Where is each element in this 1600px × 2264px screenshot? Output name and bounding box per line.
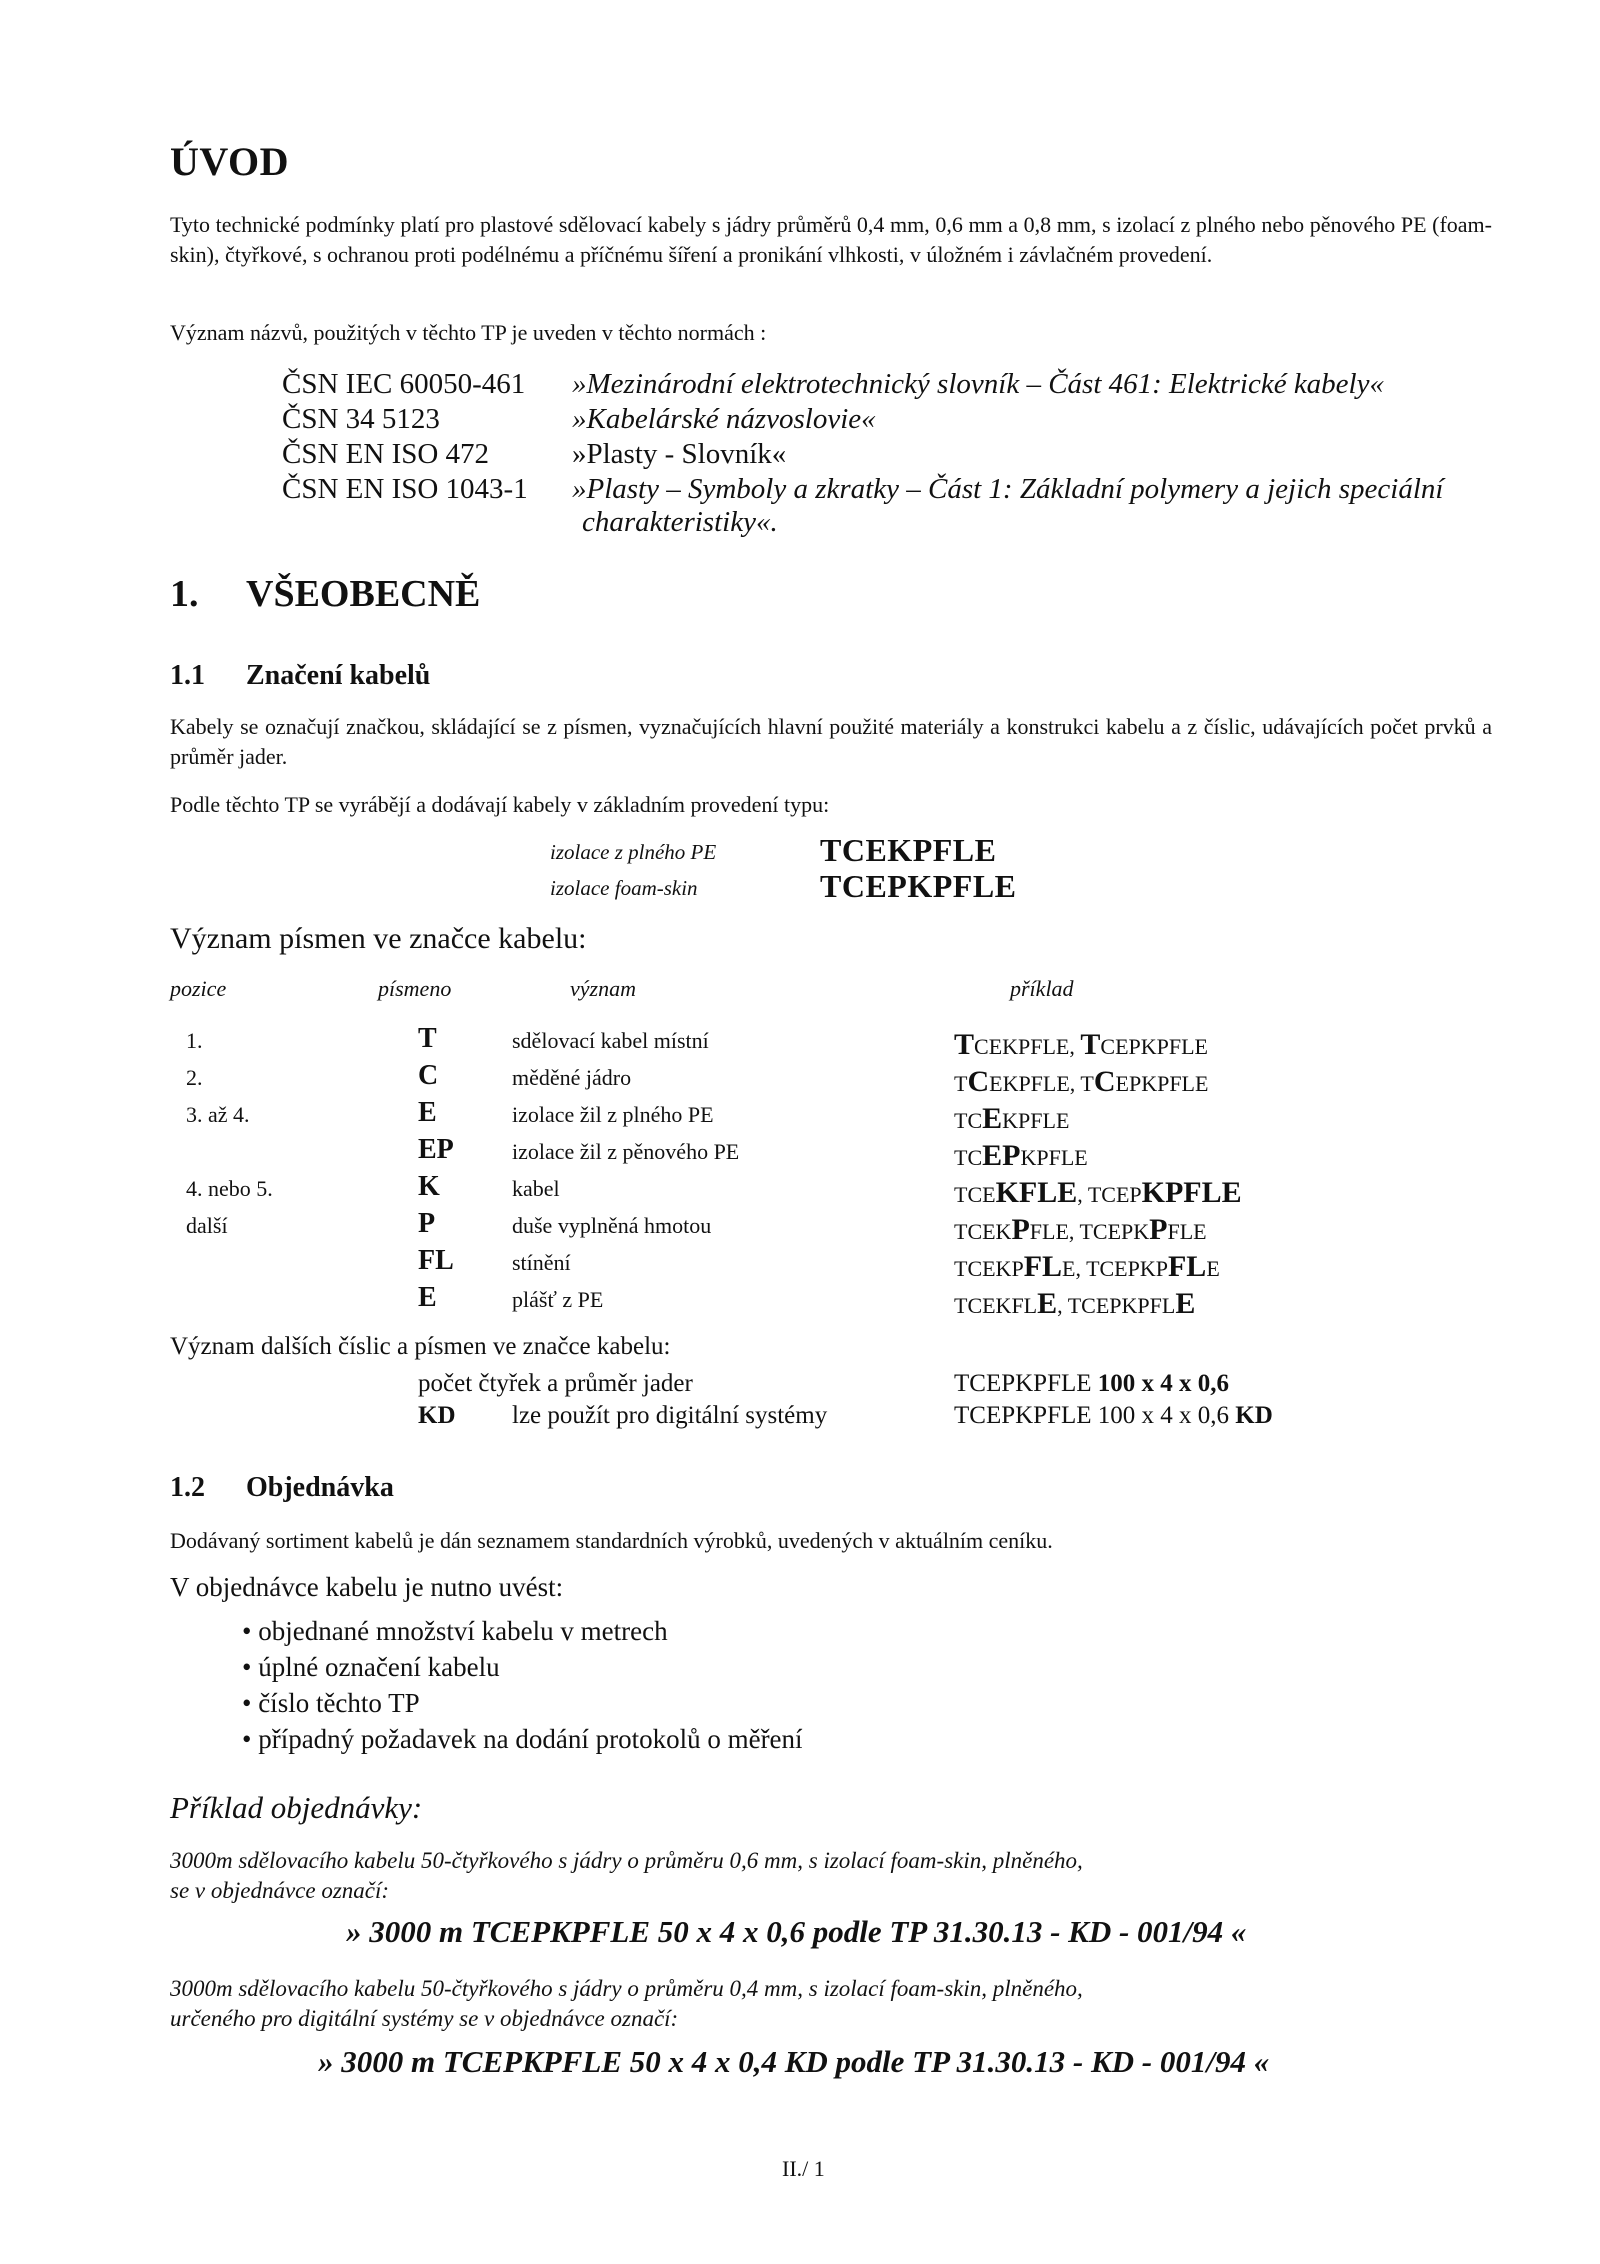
- norm-desc: »Plasty - Slovník«: [572, 438, 787, 470]
- numbers-row-meaning: počet čtyřek a průměr jader: [418, 1370, 693, 1397]
- marking-paragraph: Kabely se označují značkou, skládající se z písmen, vyznačujících hlavní použité materiály a konstrukci kabelu a z číslic, udávajících počet prvků a průměr jader.: [170, 714, 1492, 769]
- subsection-number: 1.2: [170, 1472, 205, 1503]
- table-cell-letter: P: [418, 1208, 436, 1239]
- numbers-row-example: TCEPKPFLE 100 x 4 x 0,6: [954, 1370, 1230, 1397]
- table-cell-example: TCEKFLE, TCEPKPFLE: [954, 1176, 1242, 1209]
- types-sentence: Podle těchto TP se vyrábějí a dodávají kabely v základním provedení typu:: [170, 792, 830, 817]
- table-cell-meaning: stínění: [512, 1250, 571, 1275]
- example-text: 3000m sdělovacího kabelu 50-čtyřkového s jádry o průměru 0,4 mm, s izolací foam-skin, plněného,: [170, 1976, 1083, 2001]
- type-label: izolace z plného PE: [550, 840, 717, 864]
- intro-heading: ÚVOD: [170, 139, 289, 184]
- table-cell-example: TCEKPFLE, TCEPKPFLE: [954, 1028, 1208, 1061]
- type-label: izolace foam-skin: [550, 876, 698, 900]
- bullet-item: • případný požadavek na dodání protokolů o měření: [242, 1724, 803, 1754]
- table-header-meaning: význam: [570, 976, 636, 1001]
- table-cell-letter: C: [418, 1060, 439, 1091]
- table-cell-letter: E: [418, 1097, 437, 1128]
- table-cell-letter: E: [418, 1282, 437, 1313]
- table-cell-meaning: kabel: [512, 1176, 560, 1201]
- table-header-example: příklad: [1010, 976, 1074, 1001]
- section-number: 1.: [170, 573, 199, 615]
- norm-code: ČSN EN ISO 1043-1: [282, 473, 528, 505]
- table-cell-example: TCEKFLE, TCEPKPFLE: [954, 1287, 1196, 1320]
- example-text: se v objednávce označí:: [170, 1878, 390, 1903]
- type-code: TCEKPFLE: [820, 832, 997, 868]
- numbers-heading: Význam dalších číslic a písmen ve značce kabelu:: [170, 1333, 671, 1360]
- example-code: » 3000 m TCEPKPFLE 50 x 4 x 0,6 podle TP 31.30.13 - KD - 001/94 «: [346, 1914, 1247, 1949]
- norm-code: ČSN EN ISO 472: [282, 438, 490, 470]
- subsection-title: Značení kabelů: [246, 660, 431, 691]
- table-cell-letter: T: [418, 1023, 437, 1054]
- table-header-letter: písmeno: [378, 976, 452, 1001]
- norm-code: ČSN IEC 60050-461: [282, 368, 526, 400]
- table-cell-position: 2.: [186, 1065, 203, 1090]
- subsection-number: 1.1: [170, 660, 205, 691]
- bullet-item: • objednané množství kabelu v metrech: [242, 1616, 668, 1646]
- norm-desc: »Plasty – Symboly a zkratky – Část 1: Základní polymery a jejich speciální: [572, 473, 1444, 505]
- numbers-row-letter: KD: [418, 1402, 456, 1429]
- table-cell-meaning: izolace žil z plného PE: [512, 1102, 714, 1127]
- table-cell-position: 1.: [186, 1028, 203, 1053]
- table-cell-example: TCEKPFLE, TCEPKPFLE: [954, 1250, 1220, 1283]
- table-cell-meaning: měděné jádro: [512, 1065, 632, 1090]
- letters-heading: Význam písmen ve značce kabelu:: [170, 922, 587, 955]
- numbers-row-meaning: lze použít pro digitální systémy: [512, 1402, 828, 1429]
- example-heading: Příklad objednávky:: [170, 1790, 423, 1825]
- norm-code: ČSN 34 5123: [282, 403, 440, 435]
- table-cell-position: další: [186, 1213, 228, 1238]
- table-cell-position: 4. nebo 5.: [186, 1176, 273, 1201]
- norm-desc: »Kabelárské názvoslovie«: [572, 403, 876, 435]
- bullet-item: • úplné označení kabelu: [242, 1652, 500, 1682]
- norm-desc-continuation: charakteristiky«.: [582, 506, 778, 538]
- example-text: určeného pro digitální systémy se v objednávce označí:: [170, 2006, 679, 2031]
- table-cell-letter: K: [418, 1171, 440, 1202]
- table-cell-example: TCEKPFLE: [954, 1102, 1070, 1135]
- bullet-item: • číslo těchto TP: [242, 1688, 420, 1718]
- example-text: 3000m sdělovacího kabelu 50-čtyřkového s jádry o průměru 0,6 mm, s izolací foam-skin, plněného,: [170, 1848, 1083, 1873]
- table-cell-meaning: izolace žil z pěnového PE: [512, 1139, 740, 1164]
- order-paragraph: Dodávaný sortiment kabelů je dán seznamem standardních výrobků, uvedených v aktuálním ceníku.: [170, 1528, 1053, 1553]
- table-cell-letter: FL: [418, 1245, 454, 1276]
- terms-sentence: Význam názvů, použitých v těchto TP je uveden v těchto normách :: [170, 320, 767, 345]
- intro-paragraph: Tyto technické podmínky platí pro plastové sdělovací kabely s jádry průměrů 0,4 mm, 0,6 mm a 0,8 mm, s izolací z plného nebo pěnového PE (foam-skin), čtyřkové, s ochranou proti podélnému a příčnému šíření a pronikání vlhkosti, v úložném i závlačném provedení.: [170, 212, 1492, 267]
- table-cell-example: TCEKPFLE, TCEPKPFLE: [954, 1065, 1209, 1098]
- numbers-row-example: TCEPKPFLE 100 x 4 x 0,6 KD: [954, 1402, 1273, 1429]
- table-cell-example: TCEKPFLE, TCEPKPFLE: [954, 1213, 1207, 1246]
- table-cell-example: TCEPKPFLE: [954, 1139, 1088, 1172]
- table-cell-meaning: duše vyplněná hmotou: [512, 1213, 712, 1238]
- example-code: » 3000 m TCEPKPFLE 50 x 4 x 0,4 KD podle TP 31.30.13 - KD - 001/94 «: [318, 2044, 1270, 2079]
- table-header-position: pozice: [170, 976, 227, 1001]
- table-cell-letter: EP: [418, 1134, 454, 1165]
- section-title: VŠEOBECNĚ: [246, 573, 481, 615]
- table-cell-meaning: sdělovací kabel místní: [512, 1028, 709, 1053]
- subsection-title: Objednávka: [246, 1472, 394, 1503]
- order-intro: V objednávce kabelu je nutno uvést:: [170, 1572, 564, 1602]
- page-number: II./ 1: [782, 2156, 825, 2181]
- norm-desc: »Mezinárodní elektrotechnický slovník – Část 461: Elektrické kabely«: [572, 368, 1384, 400]
- table-cell-meaning: plášť z PE: [512, 1287, 604, 1312]
- table-cell-position: 3. až 4.: [186, 1102, 250, 1127]
- type-code: TCEPKPFLE: [820, 868, 1017, 904]
